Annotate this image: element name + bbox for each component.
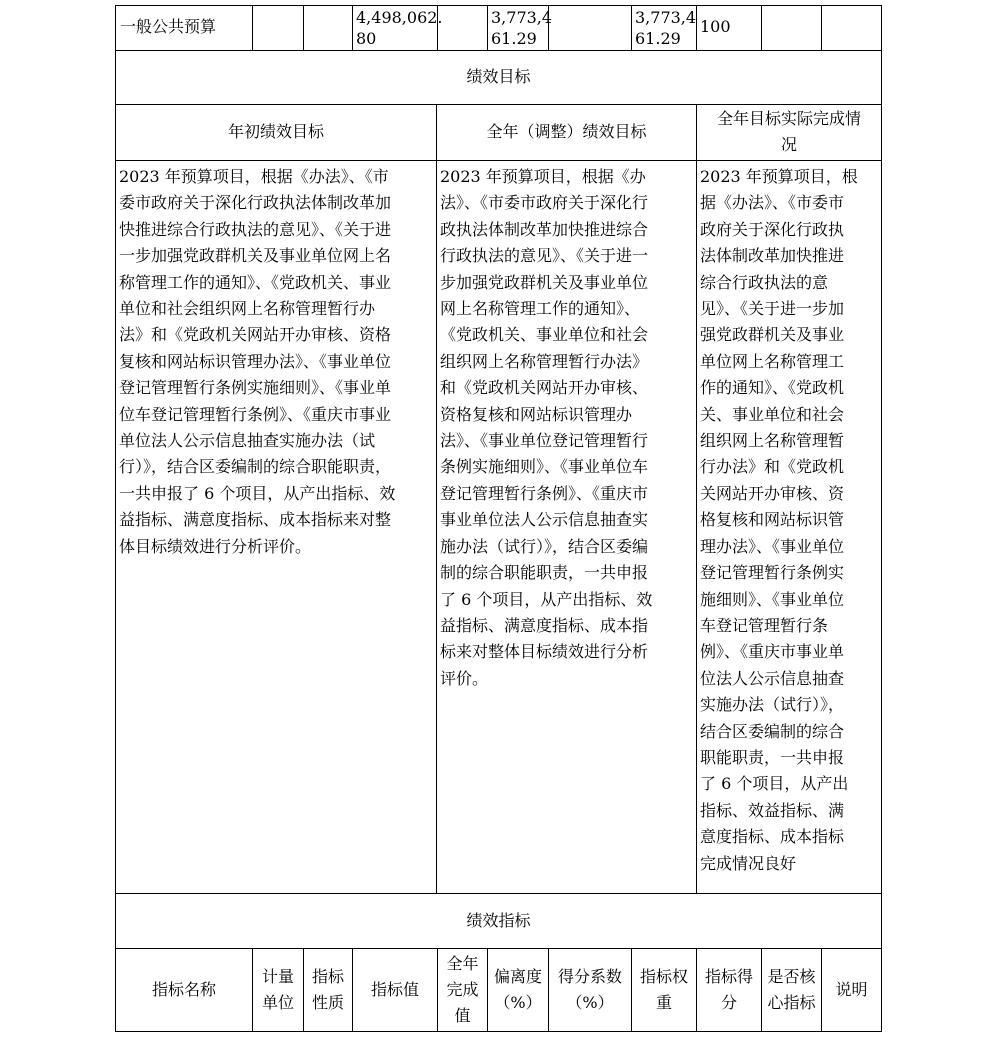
rule-goal-v1 [436,104,437,893]
header-actual-line2: 况 [780,135,797,154]
text-line: 步加强党政群机关及事业单位 [440,272,649,292]
text-line: 标来对整体目标绩效进行分析 [440,642,649,662]
rule-budget-v2 [303,5,304,50]
text-line: 施办法（试行）》，结合区委编 [440,536,649,556]
text-line: 意度指标、成本指标 [700,827,845,847]
rule-left [115,5,116,1032]
col-remarks [822,977,881,1003]
section-title-indicators: 绩效指标 [466,911,531,930]
col-score-coefficient [549,964,631,1016]
text-line: 事业单位法人公示信息抽查实 [440,510,649,530]
text-line: 组织网上名称管理暂行办法》 [440,351,649,371]
header-line: 指标名称 [151,979,216,999]
text-line: 单位网上名称管理工 [700,351,845,371]
header-line: 偏离度 [493,966,542,986]
text-line: 登记管理暂行条例》、《重庆市 [440,483,649,503]
header-line: 指标权 [639,966,688,986]
header-line: 指标得 [704,966,753,986]
header-line: 指标值 [370,979,419,999]
col-unit [253,964,303,1016]
header-initial-goal: 年初绩效目标 [227,122,324,141]
rule-goal-text-bottom [115,893,882,894]
text-line: 2023 年预算项目，根据《办 [440,167,646,186]
rule-goal-v2 [696,104,697,893]
rule-goals-title-bottom [115,104,882,105]
header-line: 指标 [311,966,344,986]
col-nature [304,964,352,1016]
header-line: 完成 [446,979,479,999]
text-line: 强党政群机关及事业 [700,325,845,345]
section-title-goals: 绩效目标 [466,67,531,86]
text-line: 政府关于深化行政执 [700,219,845,239]
actual-completion-text [700,164,858,877]
text-line: 2023 年预算项目，根 [700,167,858,186]
text-line: 完成情况良好 [700,853,797,873]
text-line: 据《办法》、《市委市 [700,193,845,213]
text-line: 职能职责，一共申报 [700,747,845,767]
header-line: 说明 [835,979,868,999]
header-line: 分 [720,992,737,1012]
rule-budget-v9 [761,5,762,50]
text-line: 一步加强党政群机关及事业单位网上名 [119,246,392,266]
rule-budget-v3 [352,5,353,50]
text-line: 登记管理暂行条例实 [700,563,845,583]
text-line: 了 6 个项目，从产出 [700,774,849,794]
rule-bottom [115,1031,882,1032]
budget-amount-a-line1: 4,498,062. [356,8,443,27]
text-line: 见》、《关于进一步加 [700,299,845,319]
text-line: 条例实施细则》、《事业单位车 [440,457,649,477]
budget-amount-b-line1: 3,773,4 [491,8,553,27]
text-line: 例》、《重庆市事业单 [700,642,845,662]
header-line: 是否核 [767,966,816,986]
budget-amount-c-line1: 3,773,4 [635,8,697,27]
text-line: 制的综合职能职责，一共申报 [440,563,649,583]
text-line: 登记管理暂行条例实施细则》、《事业单 [119,378,392,398]
text-line: 行）》，结合区委编制的综合职能职责， [119,457,392,477]
header-line: 重 [655,992,672,1012]
text-line: 益指标、满意度指标、成本指 [440,615,649,635]
adjusted-goal-text [440,164,652,692]
text-line: 位车登记管理暂行条例》、《重庆市事业 [119,404,392,424]
text-line: 作的通知》、《党政机 [700,378,845,398]
col-score [697,964,761,1016]
rule-budget-v1 [252,5,253,50]
header-actual-line1: 全年目标实际完成情 [716,109,861,128]
text-line: 了 6 个项目，从产出指标、效 [440,589,653,609]
text-line: 《党政机关、事业单位和社会 [440,325,649,345]
header-line: 性质 [311,992,344,1012]
header-line: 心指标 [767,992,816,1012]
text-line: 政执法体制改革加快推进综合 [440,219,649,239]
col-weight [632,964,696,1016]
text-line: 单位法人公示信息抽查实施办法（试 [119,431,376,451]
text-line: 理办法》、《事业单位 [700,536,845,556]
text-line: 法》、《事业单位登记管理暂行 [440,431,649,451]
header-line: 计量 [261,966,294,986]
header-line: （%） [494,992,542,1012]
rule-budget-v8 [696,5,697,50]
text-line: 格复核和网站标识管 [700,510,845,530]
header-line: （%） [566,992,614,1012]
text-line: 关、事业单位和社会 [700,404,845,424]
budget-score: 100 [700,17,731,36]
text-line: 施细则》、《事业单位 [700,589,845,609]
text-line: 位法人公示信息抽查 [700,668,845,688]
text-line: 评价。 [440,668,489,688]
header-actual-completion [697,106,881,158]
rule-budget-v7 [631,5,632,50]
budget-label: 一般公共预算 [120,17,217,36]
col-indicator-name [116,977,252,1003]
text-line: 法》和《党政机关网站开办审核、资格 [119,325,392,345]
text-line: 和《党政机关网站开办审核、 [440,378,649,398]
rule-goal-header-bottom [115,160,882,161]
col-is-core [762,964,821,1016]
col-deviation [488,964,548,1016]
text-line: 结合区委编制的综合 [700,721,845,741]
budget-amount-c-line2: 61.29 [635,29,681,48]
text-line: 复核和网站标识管理办法》、《事业单位 [119,351,392,371]
text-line: 委市政府关于深化行政执法体制改革加 [119,193,392,213]
text-line: 快推进综合行政执法的意见》、《关于进 [119,219,392,239]
initial-goal-text [119,164,395,560]
col-target-value [353,977,437,1003]
text-line: 综合行政执法的意 [700,272,829,292]
header-line: 单位 [261,992,294,1012]
header-adjusted-goal: 全年（调整）绩效目标 [486,122,647,141]
text-line: 单位和社会组织网上名称管理暂行办 [119,299,376,319]
text-line: 指标、效益指标、满 [700,800,845,820]
text-line: 关网站开办审核、资 [700,483,845,503]
header-line: 得分系数 [557,966,622,986]
text-line: 组织网上名称管理暂 [700,431,845,451]
budget-amount-a-line2: 80 [356,29,377,48]
rule-budget-v10 [821,5,822,50]
text-line: 2023 年预算项目，根据《办法》、《市 [119,167,389,186]
col-annual-actual [438,951,487,1029]
budget-amount-b-line2: 61.29 [491,29,537,48]
text-line: 车登记管理暂行条 [700,615,829,635]
header-line: 值 [454,1005,471,1025]
text-line: 体目标绩效进行分析评价。 [119,536,312,556]
text-line: 行办法》和《党政机 [700,457,845,477]
text-line: 资格复核和网站标识管理办 [440,404,633,424]
text-line: 称管理工作的通知》、《党政机关、事业 [119,272,392,292]
text-line: 法》、《市委市政府关于深化行 [440,193,649,213]
text-line: 益指标、满意度指标、成本指标来对整 [119,510,392,530]
text-line: 法体制改革加快推进 [700,246,845,266]
text-line: 一共申报了 6 个项目，从产出指标、效 [119,483,396,503]
rule-budget-v5 [487,5,488,50]
text-line: 实施办法（试行）》， [700,695,845,715]
rule-indicators-title-bottom [115,948,882,949]
text-line: 网上名称管理工作的通知》、 [440,299,641,319]
text-line: 行政执法的意见》、《关于进一 [440,246,649,266]
rule-right [881,5,882,1032]
header-line: 全年 [446,953,479,973]
